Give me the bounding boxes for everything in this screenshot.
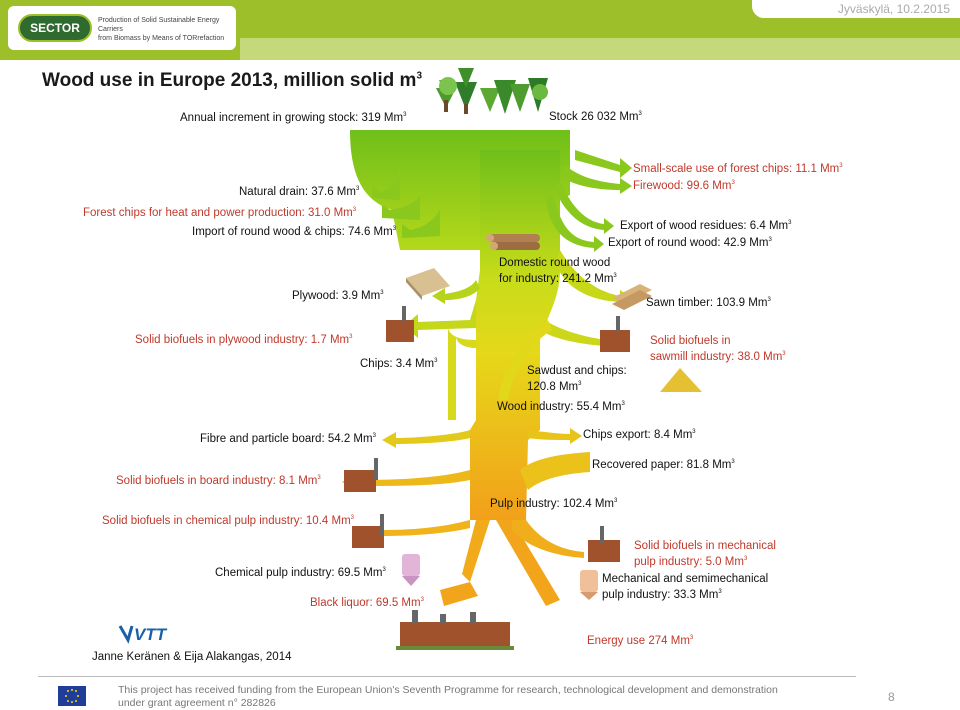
label-chem-pulp-text: Chemical pulp industry: 69.5 Mm (215, 567, 383, 579)
label-sb-sawmill-line-1: Solid biofuels in (650, 335, 731, 347)
label-export-round (608, 237, 772, 249)
label-pulp-text: Pulp industry: 102.4 Mm (490, 498, 615, 510)
factory-icon-plywood (386, 306, 414, 342)
label-sb-board (116, 475, 321, 487)
sup: 3 (788, 220, 792, 227)
sup: 3 (718, 589, 722, 595)
funding-line-2: under grant agreement n° 282826 (118, 697, 276, 709)
label-mech-line-1: Mechanical and semimechanical (602, 573, 769, 585)
power-plant-icon (396, 610, 514, 650)
sup: 3 (782, 351, 786, 357)
sup: 3 (638, 111, 642, 118)
label-annual-text: Annual increment in growing stock: 319 Mm (180, 112, 404, 124)
sup: 3 (372, 433, 376, 440)
label-black-liquor (310, 597, 424, 609)
label-export-round-text: Export of round wood: 42.9 Mm (608, 237, 769, 249)
sup: 3 (382, 567, 386, 574)
page-number: 8 (888, 690, 895, 704)
label-sawdust (527, 365, 627, 394)
label-chips (360, 358, 437, 370)
label-chips-export-text: Chips export: 8.4 Mm (583, 429, 693, 441)
factory-icon-board (344, 458, 378, 492)
label-annual-increment (180, 112, 406, 124)
label-export-residues-text: Export of wood residues: 6.4 Mm (620, 220, 789, 232)
label-sawdust-line-2 (527, 378, 627, 394)
fibre-board-arrow (382, 430, 470, 448)
small-scale-arrow (575, 150, 632, 178)
sawdust-pile-icon (660, 368, 702, 392)
recovered-paper-arrow (520, 452, 590, 490)
slide-title-sup: 3 (416, 70, 422, 82)
sup: 3 (613, 273, 617, 279)
factory-icon-sawmill (600, 316, 630, 352)
sup: 3 (317, 475, 321, 482)
sup: 3 (839, 163, 843, 170)
label-wood-industry-text: Wood industry: 55.4 Mm (497, 401, 622, 413)
chemical-pulp-silo-icon (402, 554, 420, 586)
label-firewood-text: Firewood: 99.6 Mm (633, 180, 732, 192)
label-domestic-line-2 (499, 270, 617, 286)
label-wood-industry (497, 401, 625, 413)
label-chips-export (583, 429, 696, 441)
footer-divider (38, 676, 856, 677)
label-fibre-text: Fibre and particle board: 54.2 Mm (200, 433, 373, 445)
label-sb-sawmill-line-2 (650, 348, 786, 364)
label-chemical-pulp (215, 567, 386, 579)
sup: 3 (434, 358, 438, 365)
label-export-residues (620, 220, 791, 232)
sup: 3 (349, 334, 353, 341)
label-domestic-line-1: Domestic round wood (499, 257, 611, 269)
sup: 3 (743, 556, 748, 562)
forest-icon (436, 68, 548, 114)
label-firewood (633, 180, 735, 192)
sup: 3 (392, 226, 397, 233)
sup: 3 (692, 429, 696, 436)
sup: 3 (578, 381, 582, 387)
label-stock (549, 111, 642, 123)
label-sawdust-line-1: Sawdust and chips: (527, 365, 627, 377)
label-sawn-timber-text: Sawn timber: 103.9 Mm (646, 297, 768, 309)
label-import (192, 226, 396, 238)
authors: Janne Keränen & Eija Alakangas, 2014 (92, 651, 292, 663)
label-plywood (292, 290, 384, 302)
sup: 3 (355, 186, 360, 193)
label-mech-line-2 (602, 586, 768, 602)
label-fibre-board (200, 433, 376, 445)
label-pulp-industry (490, 498, 617, 510)
sup: 3 (352, 207, 357, 214)
vtt-logo (118, 622, 182, 649)
slide-title-text: Wood use in Europe 2013, million solid m (42, 70, 417, 91)
chemical-pulp-arrow (462, 520, 490, 582)
funding-statement (118, 684, 818, 710)
label-sb-chemical (102, 515, 354, 527)
label-recovered-paper (592, 459, 735, 471)
label-mech-text-2: pulp industry: 33.3 Mm (602, 588, 719, 601)
label-sb-plywood (135, 334, 352, 346)
label-sb-mech-line-1: Solid biofuels in mechanical (634, 540, 776, 552)
funding-line-1: This project has received funding from the European Union's Seventh Programme for research, technological development and demonstration (118, 684, 778, 696)
label-mechanical-pulp (602, 573, 768, 602)
label-sb-board-text: Solid biofuels in board industry: 8.1 Mm (116, 475, 318, 487)
label-small-scale-text: Small-scale use of forest chips: 11.1 Mm (633, 163, 840, 175)
sup: 3 (731, 459, 735, 466)
label-forest-chips-text: Forest chips for heat and power production: 31.0 Mm (83, 207, 353, 219)
mechanical-pulp-silo-icon (580, 570, 598, 600)
factory-icon-chemical (352, 514, 384, 548)
label-sb-chem-text: Solid biofuels in chemical pulp industry: 10.4 Mm (102, 515, 351, 527)
label-stock-text: Stock 26 032 Mm (549, 111, 639, 123)
label-sb-plywood-text: Solid biofuels in plywood industry: 1.7 Mm (135, 334, 350, 346)
label-domestic-text-2: for industry: 241.2 Mm (499, 272, 614, 285)
label-natural-drain (239, 186, 359, 198)
logo-tagline-2: from Biomass by Means of TORrefaction (98, 35, 225, 42)
label-chips-text: Chips: 3.4 Mm (360, 358, 435, 370)
sup: 3 (768, 237, 772, 244)
factory-icon-mechanical (588, 526, 620, 562)
logo-text: SECTOR (30, 21, 80, 35)
label-sawdust-text-2: 120.8 Mm (527, 380, 579, 393)
date-text: Jyväskylä, 10.2.2015 (837, 2, 950, 16)
label-forest-chips (83, 207, 356, 219)
label-recovered-text: Recovered paper: 81.8 Mm (592, 459, 732, 471)
label-sb-sawmill-text-2: sawmill industry: 38.0 Mm (650, 350, 783, 363)
sup: 3 (380, 290, 384, 297)
label-natural-drain-text: Natural drain: 37.6 Mm (239, 186, 356, 198)
label-import-text: Import of round wood & chips: 74.6 Mm (192, 226, 393, 238)
black-liquor-arrow (440, 582, 478, 606)
log-pile-icon (486, 234, 540, 250)
label-black-liquor-text: Black liquor: 69.5 Mm (310, 597, 421, 609)
label-domestic-round-wood (499, 257, 617, 286)
chips-loop-arrow (448, 326, 476, 420)
sup: 3 (403, 112, 407, 119)
label-sb-mech-line-2 (634, 553, 776, 569)
label-sb-mech-text-2: pulp industry: 5.0 Mm (634, 555, 744, 568)
sb-plywood-arrow (404, 300, 476, 338)
label-sb-mechanical (634, 540, 776, 569)
vtt-logo-text: VTT (134, 625, 167, 644)
label-plywood-text: Plywood: 3.9 Mm (292, 290, 381, 302)
sup: 3 (767, 297, 771, 304)
sup: 3 (731, 180, 735, 187)
sup: 3 (350, 515, 354, 522)
label-energy-use (587, 635, 693, 647)
label-energy-text: Energy use 274 Mm (587, 635, 690, 647)
logo-tagline-1: Production of Solid Sustainable Energy Carriers (98, 17, 220, 33)
sup: 3 (621, 401, 625, 408)
sb-chemical-arrow (370, 520, 470, 540)
label-sawn-timber (646, 297, 771, 309)
eu-flag-icon (58, 686, 86, 706)
sup: 3 (614, 498, 618, 505)
label-small-scale (633, 163, 843, 175)
label-sb-sawmill (650, 335, 786, 364)
sup: 3 (420, 597, 424, 604)
sup: 3 (689, 635, 694, 642)
